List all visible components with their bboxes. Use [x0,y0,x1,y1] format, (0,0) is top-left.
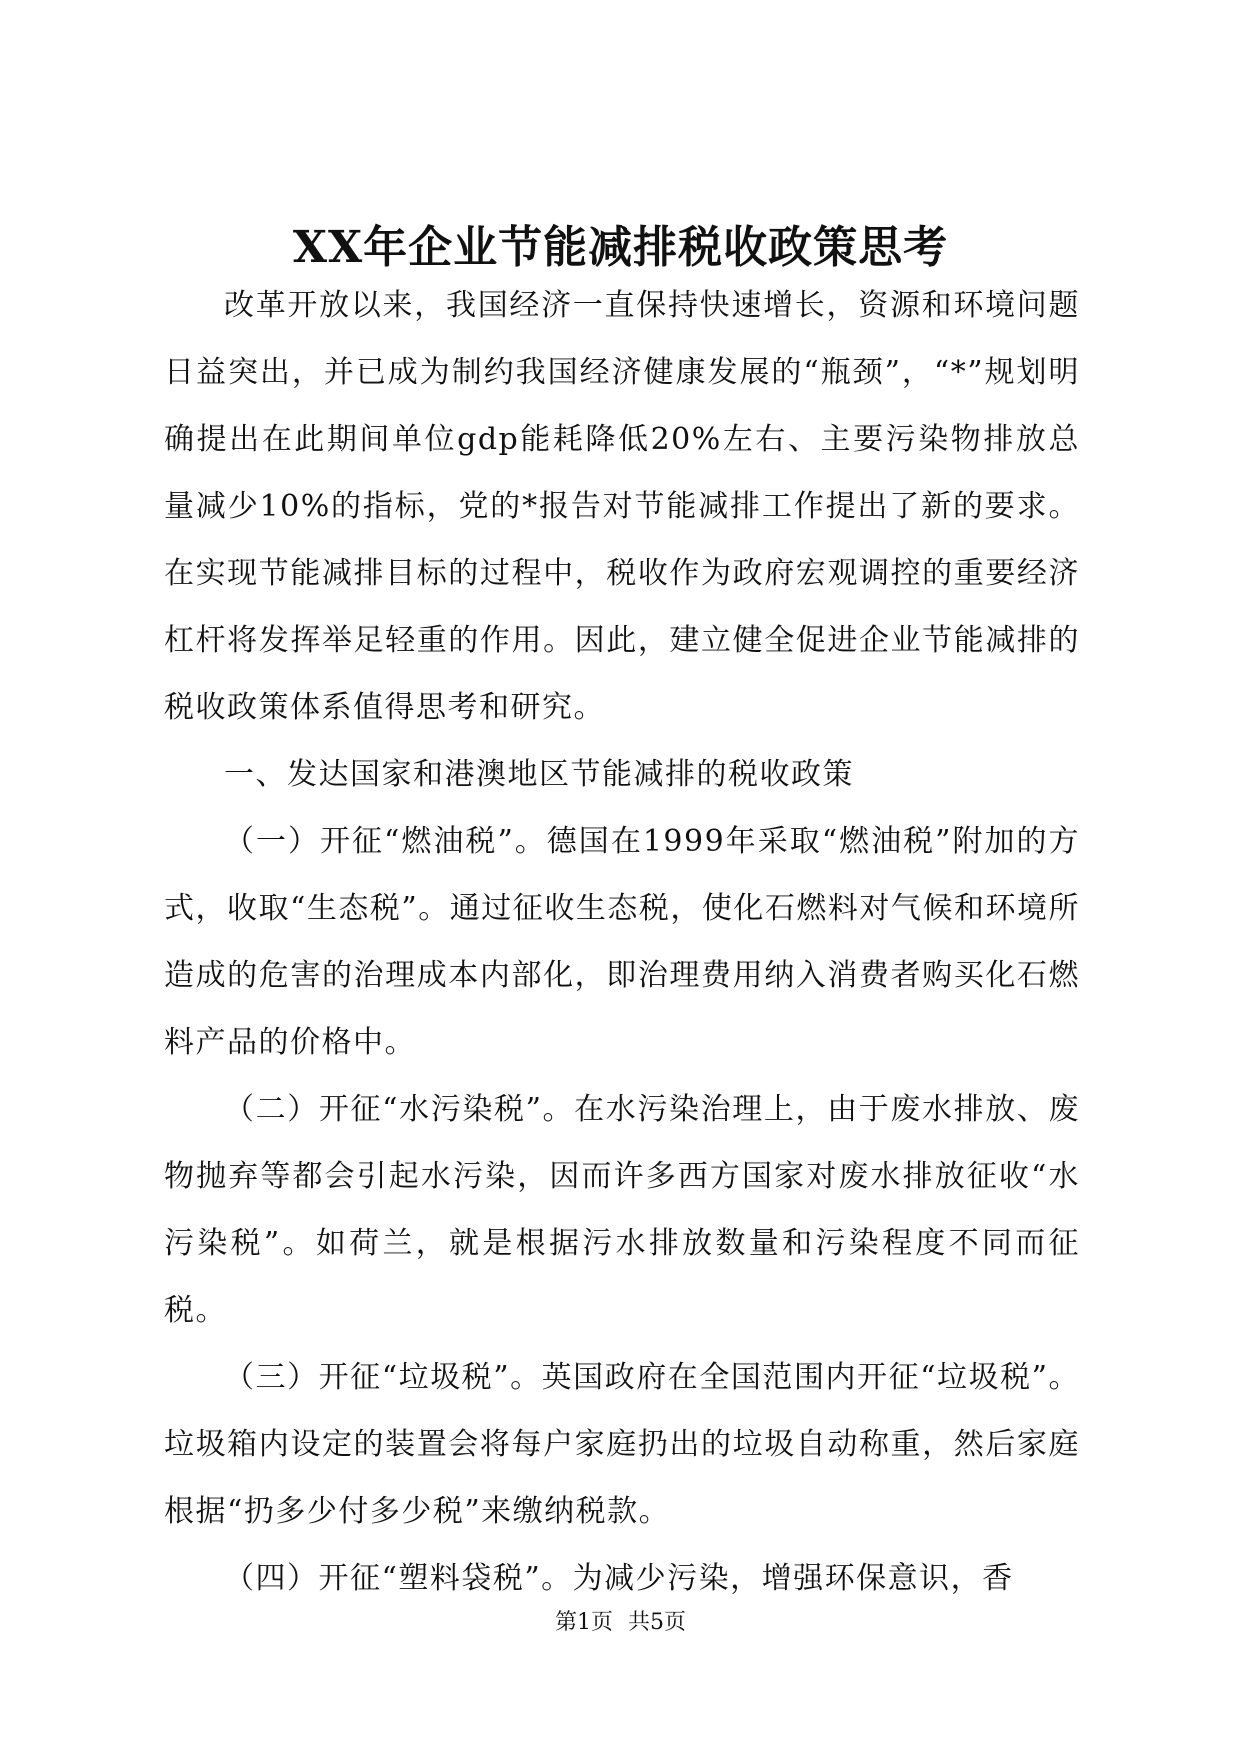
paragraph-water-pollution-tax: （二）开征“水污染税”。在水污染治理上，由于废水排放、废物抛弃等都会引起水污染，因而许多西方国家对废水排放征收“水污染税”。如荷兰，就是根据污水排放数量和污染程度不同而征税。 [164,1092,1080,1328]
page-footer [0,1608,1241,1638]
page-total: 共5页 [628,1610,686,1635]
paragraph-fuel-tax: （一）开征“燃油税”。德国在1999年采取“燃油税”附加的方式，收取“生态税”。通过征收生态税，使化石燃料对气候和环境所造成的危害的治理成本内部化，即治理费用纳入消费者购买化石燃料产品的价格中。 [164,824,1080,1060]
document-title: XX年企业节能减排税收政策思考 [292,222,949,273]
paragraph-garbage-tax: （三）开征“垃圾税”。英国政府在全国范围内开征“垃圾税”。垃圾箱内设定的装置会将每户家庭扔出的垃圾自动称重，然后家庭根据“扔多少付多少税”来缴纳税款。 [164,1360,1080,1529]
document-body [164,272,1080,1612]
paragraph-intro: 改革开放以来，我国经济一直保持快速增长，资源和环境问题日益突出，并已成为制约我国经济健康发展的“瓶颈”，“*”规划明确提出在此期间单位gdp能耗降低20%左右、主要污染物排放总量减少10%的指标，党的*报告对节能减排工作提出了新的要求。在实现节能减排目标的过程中，税收作为政府宏观调控的重要经济杠杆将发挥举足轻重的作用。因此，建立健全促进企业节能减排的税收政策体系值得思考和研究。 [164,288,1080,725]
paragraph-plastic-bag-tax: （四）开征“塑料袋税”。为减少污染，增强环保意识，香 [224,1561,1014,1596]
page-number: 第1页 [555,1610,613,1635]
section-heading-1: 一、发达国家和港澳地区节能减排的税收政策 [224,757,854,792]
